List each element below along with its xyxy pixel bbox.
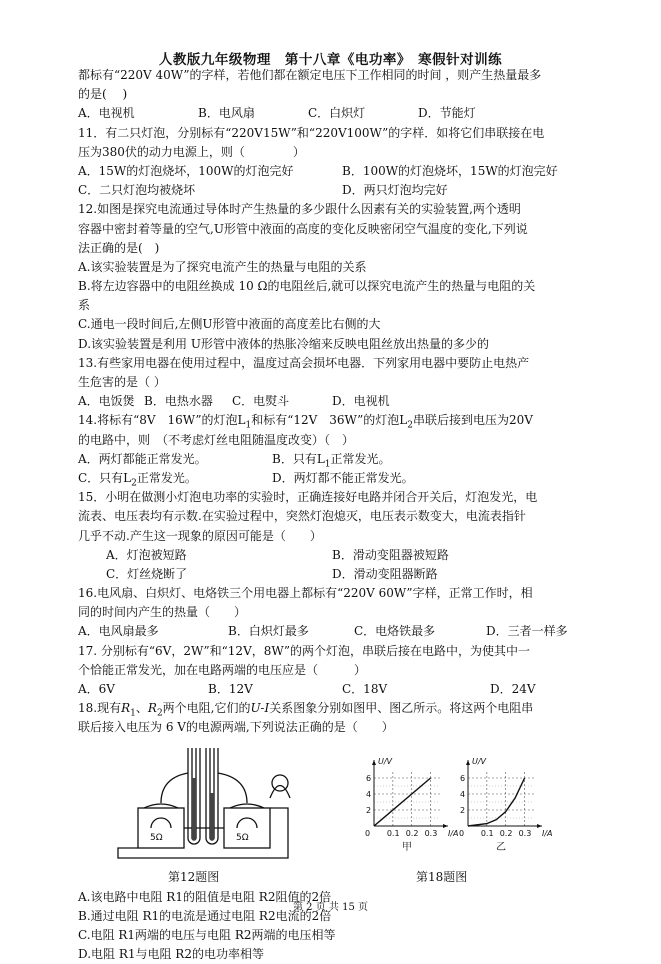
page-footer: 第 2 页 共 15 页 [293,902,368,913]
q12-option-c: C.通电一段时间后,左侧U形管中液面的高度差比右侧的大 [78,317,381,332]
q16-line2: 同的时间内产生的热量（ ） [78,605,247,620]
y-axis-label: U/V [472,756,487,766]
q13-option-d: D．电视机 [332,394,390,409]
q17-line2: 个恰能正常发光，加在电路两端的电压应是（ ） [78,662,367,677]
q12-option-b: B.将左边容器中的电阻丝换成 10 Ω的电阻丝后,就可以探究电流产生的热量与电阻的关 [78,279,536,294]
y-axis-label: U/V [378,756,393,766]
q16-option-a: A．电风扇最多 [78,624,159,639]
graph-name-label: 乙 [496,841,506,853]
y-tick-label: 4 [460,789,466,799]
q13-options [78,392,606,411]
q12-line: 12.如图是探究电流通过导体时产生热量的多少跟什么因素有关的实验装置,两个透明 [78,202,521,217]
q11-options-cd [78,181,606,200]
q11-line2: 压为380伏的动力电源上，则（ ） [78,144,305,159]
q15-options-ab [78,546,606,565]
q13-option-b: B．电热水器 [144,394,213,409]
q10-option-d: D．节能灯 [418,106,476,121]
q11-option-d: D．两只灯泡均完好 [342,183,448,198]
q11-options-ab [78,162,606,181]
q10-option-a: A．电视机 [78,106,135,121]
origin-label: 0 [459,828,465,838]
q15-line: 几乎不动.产生这一现象的原因可能是（ ） [78,528,322,543]
y-tick-label: 6 [460,773,466,783]
resistor-label: 5Ω [236,832,249,843]
y-tick-label: 4 [366,789,372,799]
q16-option-b: B．白炽灯最多 [228,624,309,639]
q17-option-c: C．18V [342,682,388,696]
y-tick-label: 2 [366,805,372,815]
q10-options [78,104,606,123]
q16-option-c: C．电烙铁最多 [354,624,436,639]
q11-option-c: C．二只灯泡均被烧坏 [78,183,196,198]
q14-line1: 14.将标有“8V 16W”的灯泡$L_1$和标有“12V 36W”的灯泡$L_2$串联后接到电压为20V [78,413,533,431]
q17-line1: 17. 分别标有“6V，2W”和“12V，8W”的两个灯泡，串联后接在电路中，为使其中一 [78,643,531,658]
q16-options [78,622,606,641]
x-tick-label: 0.2 [405,828,419,838]
q18-option-b: B.通过电阻 R1的电流是通过电阻 R2电流的2倍 [78,908,332,923]
y-tick-label: 6 [366,773,372,783]
q14-options-ab [78,450,606,469]
q14-option-c: C．只有$L_2$正常发光。 [78,470,197,489]
q15-option-c: C．灯丝烧断了 [106,566,188,581]
q10-option-c: C．白炽灯 [308,106,366,121]
q11-line1: 11．有二只灯泡，分别标有“220V15W”和“220V100W”的字样．如将它们串联接在电 [78,125,545,140]
q14-options-cd [78,469,606,488]
x-tick-label: 0.1 [386,828,400,838]
q12-line: 法正确的是( ) [78,240,160,255]
graph-name-label: 甲 [402,841,412,853]
q12-line: 容器中密封着等量的空气,U形管中液面的高度的变化反映密闭空气温度的变化,下列说 [78,221,528,236]
figure-18-caption: 第18题图 [416,869,468,884]
x-axis-label: I/A [542,828,553,838]
q10-line1: 都标有“220V 40W”的字样，若他们都在额定电压下工作相同的时间 ，则产生热量最多 [78,68,542,82]
y-tick-label: 2 [460,805,466,815]
q18-line2: 联后接入电压为 6 V的电源两端,下列说法正确的是（ ） [78,720,394,735]
q10-line2: 的是( ) [78,87,128,102]
q14-option-d: D．两灯都不能正常发光。 [272,470,414,485]
x-tick-label: 0.1 [480,828,494,838]
q12-option-d: D.该实验装置是利用 U形管中液体的热胀冷缩来反映电阻丝放出热量的多少的 [78,336,489,351]
q18-option-a: A.该电路中电阻 R1的阻值是电阻 R2阻值的2倍 [78,889,332,904]
x-axis-label: I/A [448,828,459,838]
x-tick-label: 0.3 [518,828,532,838]
page-content [78,66,606,964]
q10-option-b: B．电风扇 [198,106,255,121]
q16-line1: 16.电风扇、白炽灯、电烙铁三个用电器上都标有“220V 60W”字样，正常工作时，相 [78,586,533,601]
q14-line2: 的电路中，则 （不考虑灯丝电阻随温度改变）（ ） [78,432,355,447]
q13-line2: 生危害的是（ ） [78,375,166,389]
q12-option-a: A.该实验装置是为了探究电流产生的热量与电阻的关系 [78,259,367,274]
q15-option-b: B．滑动变阻器被短路 [332,547,449,562]
q17-option-b: B．12V [208,682,253,696]
q15-option-d: D．滑动变阻器断路 [332,566,438,581]
q15-line: 15．小明在做测小灯泡电功率的实验时，正确连接好电路并闭合开关后，灯泡发光，电 [78,490,538,505]
resistor-label: 5Ω [150,832,163,843]
q15-options-cd [78,565,606,584]
q18-line1: 18.现有$R_1$、$R_2$两个电阻,它们的U-I关系图象分别如图甲、图乙所示。将这两个电阻串 [78,701,534,719]
page-header: 人教版九年级物理 第十八章《电功率》 寒假针对训练 [158,52,503,68]
q17-option-a: A．6V [78,682,115,696]
origin-label: 0 [365,828,371,838]
q11-option-b: B．100W的灯泡烧坏，15W的灯泡完好 [342,163,558,178]
q18-option-c: C.电阻 R1两端的电压与电阻 R2两端的电压相等 [78,927,336,942]
x-tick-label: 0.3 [424,828,438,838]
q14-option-a: A．两灯都能正常发光。 [78,451,207,466]
q11-option-a: A．15W的灯泡烧坏，100W的灯泡完好 [78,163,294,178]
q16-option-d: D．三者一样多 [486,624,568,639]
q13-option-c: C．电熨斗 [232,394,290,409]
q15-option-a: A．灯泡被短路 [106,547,187,562]
q17-option-d: D．24V [490,682,536,696]
q13-option-a: A．电饭煲 [78,394,135,409]
x-tick-label: 0.2 [499,828,513,838]
q17-options [78,680,606,699]
q13-line1: 13.有些家用电器在使用过程中，温度过高会损坏电器．下列家用电器中要防止电热产 [78,355,530,370]
figure-12-caption: 第12题图 [168,869,220,884]
q12-option-b-cont: 系 [78,298,91,313]
q18-option-d: D.电阻 R1与电阻 R2的电功率相等 [78,947,264,962]
q14-option-b: B．只有$L_1$正常发光。 [272,451,391,470]
q15-line: 流表、电压表均有示数.在实验过程中，突然灯泡熄灭，电压表示数变大，电流表指针 [78,509,526,524]
